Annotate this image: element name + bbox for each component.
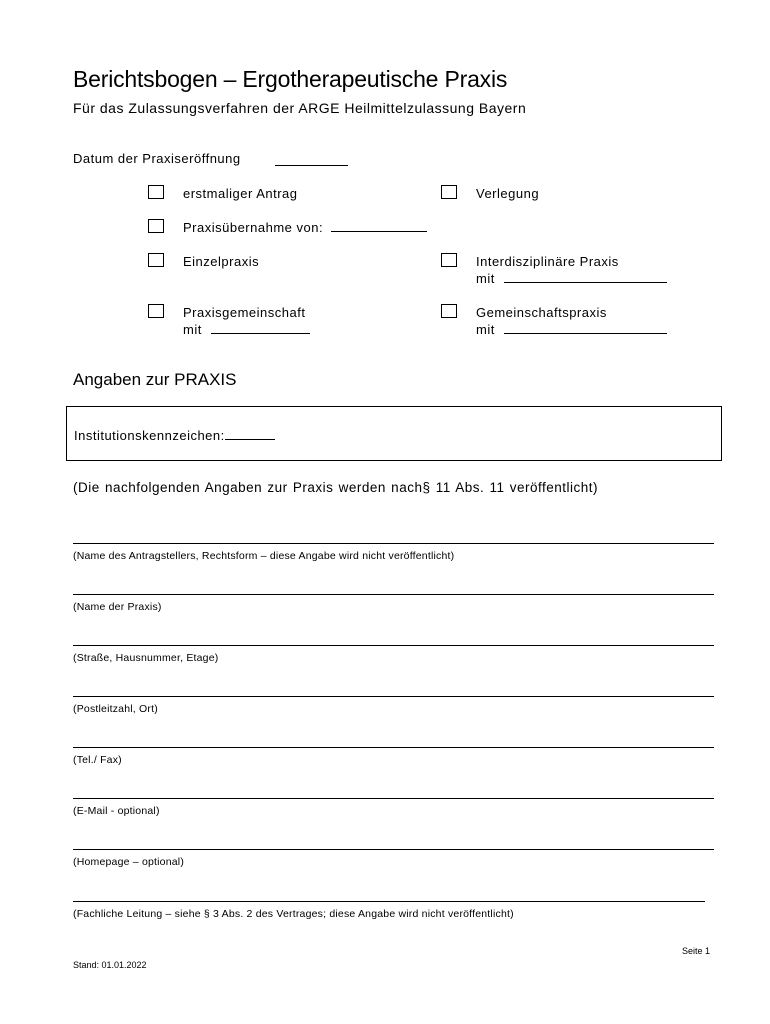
praxisgemeinschaft-block xyxy=(183,304,310,338)
checkbox-interdisziplinaere-praxis[interactable] xyxy=(441,253,457,267)
label-mit: mit xyxy=(476,271,495,286)
caption-tel-fax: (Tel./ Fax) xyxy=(73,754,122,766)
label-mit: mit xyxy=(476,322,495,337)
publication-note: (Die nachfolgenden Angaben zur Praxis werden nach§ 11 Abs. 11 veröffentlicht) xyxy=(73,480,599,495)
gemeinschaftspraxis-block xyxy=(476,304,667,338)
gemeinschaftspraxis-mit-row xyxy=(476,321,667,338)
label-praxisgemeinschaft: Praxisgemeinschaft xyxy=(183,305,306,320)
document-title: Berichtsbogen – Ergotherapeutische Praxis xyxy=(73,66,508,92)
checkbox-praxisgemeinschaft[interactable] xyxy=(148,304,164,318)
field-line-homepage[interactable] xyxy=(73,849,714,850)
field-line-fachliche-leitung[interactable] xyxy=(73,901,705,902)
field-line-antragsteller[interactable] xyxy=(73,543,714,544)
section-title: Angaben zur PRAXIS xyxy=(73,370,237,389)
caption-plz-ort: (Postleitzahl, Ort) xyxy=(73,703,158,715)
field-line-strasse[interactable] xyxy=(73,645,714,646)
praxisuebernahme-input-line[interactable] xyxy=(331,219,427,232)
label-gemeinschaftspraxis: Gemeinschaftspraxis xyxy=(476,305,607,320)
institution-row xyxy=(74,427,275,443)
caption-praxisname: (Name der Praxis) xyxy=(73,601,162,613)
field-line-email[interactable] xyxy=(73,798,714,799)
caption-antragsteller: (Name des Antragstellers, Rechtsform – diese Angabe wird nicht veröffentlicht) xyxy=(73,550,455,562)
field-line-praxisname[interactable] xyxy=(73,594,714,595)
label-praxisuebernahme: Praxisübernahme von: xyxy=(183,220,324,235)
label-interdisziplinaere-praxis: Interdisziplinäre Praxis xyxy=(476,254,619,269)
datum-input-line[interactable] xyxy=(275,165,348,166)
stand-date: Stand: 01.01.2022 xyxy=(73,960,147,970)
checkbox-einzelpraxis[interactable] xyxy=(148,253,164,267)
checkbox-erstmaliger-antrag[interactable] xyxy=(148,185,164,199)
gemeinschaftspraxis-mit-input-line[interactable] xyxy=(504,321,667,334)
checkbox-praxisuebernahme[interactable] xyxy=(148,219,164,233)
institutionskennzeichen-input-line[interactable] xyxy=(225,427,275,440)
caption-homepage: (Homepage – optional) xyxy=(73,856,185,868)
field-line-tel-fax[interactable] xyxy=(73,747,714,748)
datum-label: Datum der Praxiseröffnung xyxy=(73,151,241,166)
label-erstmaliger-antrag: erstmaliger Antrag xyxy=(183,186,298,201)
praxisgemeinschaft-mit-input-line[interactable] xyxy=(211,321,310,334)
praxisgemeinschaft-mit-row xyxy=(183,321,310,338)
interdisziplinaere-mit-row xyxy=(476,270,667,287)
label-einzelpraxis: Einzelpraxis xyxy=(183,254,260,269)
label-institutionskennzeichen: Institutionskennzeichen: xyxy=(74,428,225,443)
label-mit: mit xyxy=(183,322,202,337)
label-verlegung: Verlegung xyxy=(476,186,540,201)
caption-fachliche-leitung: (Fachliche Leitung – siehe § 3 Abs. 2 des Vertrages; diese Angabe wird nicht veröffentlicht) xyxy=(73,908,514,920)
document-subtitle: Für das Zulassungsverfahren der ARGE Heilmittelzulassung Bayern xyxy=(73,100,527,116)
checkbox-verlegung[interactable] xyxy=(441,185,457,199)
caption-email: (E-Mail - optional) xyxy=(73,805,160,817)
interdisziplinaere-praxis-block xyxy=(476,253,667,287)
field-line-plz-ort[interactable] xyxy=(73,696,714,697)
page-number: Seite 1 xyxy=(682,946,711,956)
checkbox-gemeinschaftspraxis[interactable] xyxy=(441,304,457,318)
caption-strasse: (Straße, Hausnummer, Etage) xyxy=(73,652,219,664)
interdisziplinaere-mit-input-line[interactable] xyxy=(504,270,667,283)
praxisuebernahme-row xyxy=(183,219,427,236)
